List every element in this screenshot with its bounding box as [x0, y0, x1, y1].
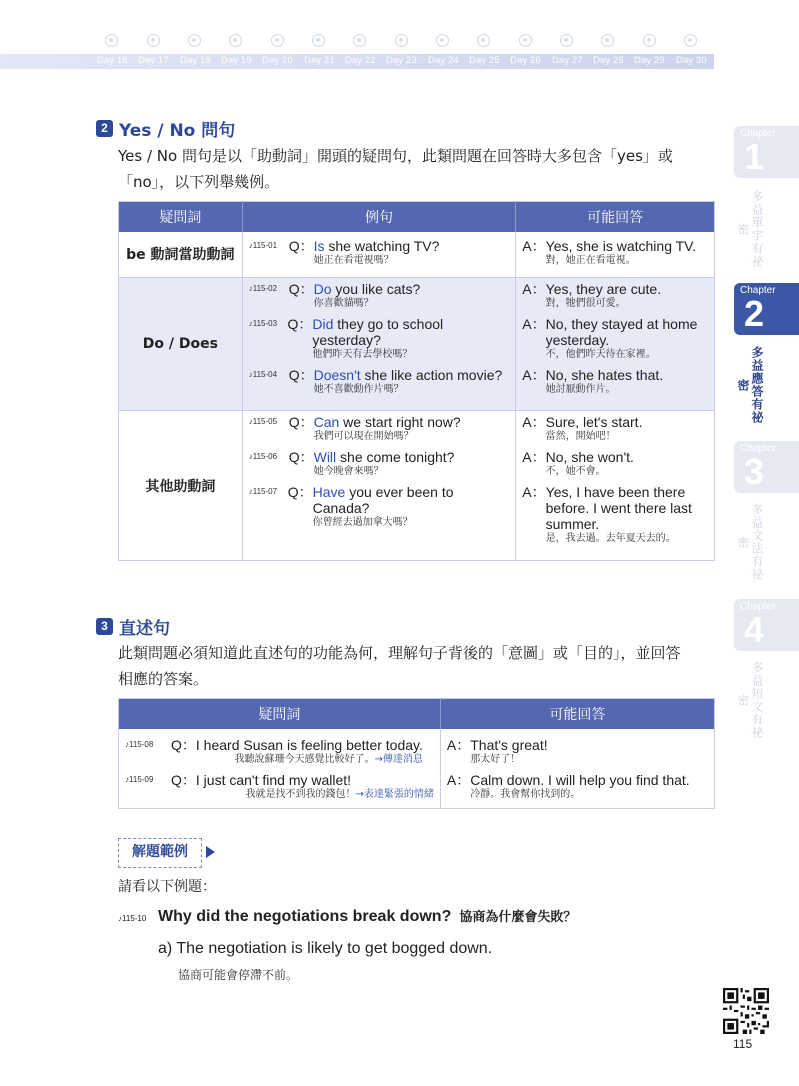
a-mark: A：: [522, 237, 546, 254]
answer-text: That's great!: [470, 736, 548, 753]
section-badge: 3: [96, 618, 113, 635]
day-dot-icon: [519, 34, 532, 47]
answer-translation: 那太好了！: [470, 753, 521, 765]
answer-item: A： That's great! 那太好了！: [446, 736, 548, 765]
answer-translation: 不，她不會。: [545, 466, 606, 477]
audio-track: ♪115-07: [248, 487, 278, 496]
day-dot-icon: [560, 34, 573, 47]
chapter-number: 1: [744, 136, 765, 177]
page-number: 115: [733, 1037, 753, 1051]
col-header: 疑問詞: [119, 699, 441, 729]
chapter-number: 4: [744, 609, 765, 650]
col-header: 可能回答: [440, 699, 714, 729]
answer-translation: 她討厭動作片。: [545, 384, 616, 395]
aux-verb: Can: [313, 414, 340, 430]
day-dot-icon: [147, 34, 160, 47]
answer-text: No, she hates that.: [545, 367, 664, 383]
aux-verb: Do: [313, 281, 332, 297]
day-label: Day 28: [593, 55, 624, 66]
audio-track: ♪115-02: [248, 284, 278, 293]
aux-verb: Doesn't: [313, 367, 361, 383]
day-dot-icon: [477, 34, 490, 47]
intro-line: 「no」，以下列舉幾例。: [118, 173, 280, 191]
table-row: [119, 729, 715, 809]
answer-text: Sure, let's start.: [545, 414, 643, 430]
question-item: ♪115-03 Q： Did they go to school yesterday? 他們昨天有去學校嗎？: [249, 316, 510, 361]
day-dot-icon: [229, 34, 242, 47]
day-progress-strip: [0, 32, 714, 74]
question-text: she like action movie?: [360, 367, 503, 383]
day-label: Day 30: [676, 55, 707, 66]
question-text: you ever been to Canada?: [312, 484, 454, 516]
answer-cell: [516, 278, 715, 411]
question-text: she watching TV?: [324, 237, 440, 254]
table-row: [119, 411, 715, 561]
question-item: ♪115-05 Q： Can we start right now? 我們可以現在開始嗎？: [248, 414, 461, 442]
intro-line: 此類問題必須知道此直述句的功能為何，理解句子背後的「意圖」或「目的」，並回答: [118, 644, 681, 662]
option-a: a) The negotiation is likely to get bogged down.: [158, 940, 493, 957]
statement-text: I heard Susan is feeling better today.: [195, 736, 423, 753]
answer-cell: [516, 411, 715, 561]
question-text: you like cats?: [331, 281, 421, 297]
answer-item: A： Sure, let's start. 當然，開始吧！: [522, 414, 643, 442]
table-header-row: [119, 202, 715, 232]
aux-verb: Will: [313, 449, 337, 465]
chapter-tab-1[interactable]: [734, 126, 799, 178]
question-text: they go to school yesterday?: [312, 316, 444, 348]
day-label: Day 27: [552, 55, 583, 66]
question-translation: 他們昨天有去學校嗎？: [312, 349, 413, 360]
chapter-title-1: 多益單字有祕密: [736, 190, 764, 268]
table-header-row: [119, 699, 715, 729]
day-label: Day 22: [345, 55, 376, 66]
answer-cell: [440, 729, 714, 809]
answer-text: No, she won't.: [545, 449, 634, 465]
audio-track: ♪115-01: [248, 240, 278, 250]
day-dot-icon: [436, 34, 449, 47]
question-cell: [242, 411, 516, 561]
audio-track: ♪115-09: [125, 774, 154, 784]
statement-table: [118, 698, 715, 809]
question-translation: 她正在看電視嗎？: [313, 254, 394, 266]
aux-verb: Have: [312, 484, 346, 500]
answer-item: A： No, she won't. 不，她不會。: [522, 449, 634, 477]
chapter-title-4: 多益短文有祕密: [736, 661, 764, 739]
chapter-label: Chapter: [740, 285, 776, 296]
answer-translation: 當然，開始吧！: [545, 431, 616, 442]
aux-verb: Did: [312, 316, 334, 332]
day-label: Day 16: [97, 55, 128, 66]
answer-item: A： No, they stayed at home yesterday. 不，他們昨天待在家裡。: [522, 316, 708, 361]
audio-track: ♪115-05: [248, 417, 278, 426]
section-2-intro: [118, 143, 718, 195]
col-header: 可能回答: [516, 202, 715, 232]
answer-item: A： No, she hates that. 她討厭動作片。: [522, 367, 664, 395]
question-text: she come tonight?: [336, 449, 455, 465]
question-cell: [242, 278, 516, 411]
statement-item: ♪115-09 Q： I just can't find my wallet! 我就是找不到我的錢包！→表達緊張的情緒: [125, 771, 434, 800]
section-title: Yes / No 問句: [119, 121, 236, 141]
question-translation: 她不喜歡動作片嗎？: [313, 384, 404, 395]
answer-text: Calm down. I will help you find that.: [470, 771, 690, 788]
day-label: Day 24: [428, 55, 459, 66]
question-translation: 你喜歡貓嗎？: [313, 298, 374, 309]
group-label: be 動詞當助動詞: [119, 232, 243, 278]
day-label: Day 19: [221, 55, 252, 66]
day-dot-icon: [353, 34, 366, 47]
answer-text: Yes, she is watching TV.: [545, 237, 697, 254]
answer-item: A： Yes, they are cute. 對，牠們很可愛。: [522, 281, 662, 309]
option-a-translation: 協商可能會停滯不前。: [178, 968, 299, 982]
table-row: [119, 232, 715, 278]
day-label: Day 21: [304, 55, 335, 66]
day-label: Day 18: [180, 55, 211, 66]
question-translation: 我們可以現在開始嗎？: [313, 431, 414, 442]
example-prompt: 請看以下例題：: [118, 879, 216, 895]
day-label: Day 29: [634, 55, 665, 66]
question-text: we start right now?: [339, 414, 461, 430]
chapter-tab-2[interactable]: [734, 283, 799, 335]
chapter-label: Chapter: [740, 601, 776, 612]
day-dot-icon: [188, 34, 201, 47]
day-label: Day 26: [510, 55, 541, 66]
group-label: Do / Does: [119, 278, 243, 411]
day-dot-icon: [643, 34, 656, 47]
question-item: ♪115-06 Q： Will she come tonight? 她今晚會來嗎？: [248, 449, 455, 477]
audio-track: ♪115-03: [248, 319, 278, 328]
day-label: Day 17: [138, 55, 169, 66]
question-translation: 你曾經去過加拿大嗎？: [312, 517, 413, 528]
day-dot-icon: [312, 34, 325, 47]
statement-note: →傳達消息: [374, 753, 423, 765]
chapter-number: 3: [744, 451, 765, 492]
qr-code-icon: [723, 988, 769, 1034]
intro-line: 相應的答案。: [118, 670, 209, 688]
question-item: [249, 235, 510, 267]
audio-track: ♪115-04: [248, 370, 278, 379]
question-translation: 她今晚會來嗎？: [313, 466, 384, 477]
intro-line: Yes / No 問句是以「助動詞」開頭的疑問句，此類問題在回答時大多包含「yes」或: [118, 147, 673, 165]
question-item: ♪115-07 Q： Have you ever been to Canada? 你曾經去過加拿大嗎？: [249, 484, 510, 529]
day-dot-icon: [684, 34, 697, 47]
day-dot-icon: [601, 34, 614, 47]
answer-item: A： Calm down. I will help you find that. 冷靜。我會幫你找到的。: [446, 771, 690, 800]
answer-translation: 對，牠們很可愛。: [545, 298, 626, 309]
answer-translation: 是，我去過。去年夏天去的。: [545, 533, 676, 544]
statement-item: ♪115-08 Q： I heard Susan is feeling better today. 我聽說蘇珊今天感覺比較好了。→傳達消息: [125, 736, 423, 765]
answer-item: [522, 235, 708, 267]
statement-text: I just can't find my wallet!: [195, 771, 352, 788]
chapter-tab-4[interactable]: [734, 599, 799, 651]
chapter-label: Chapter: [740, 128, 776, 139]
yes-no-table: [118, 201, 715, 561]
audio-track: ♪115-08: [125, 739, 154, 749]
day-label: Day 23: [386, 55, 417, 66]
day-dot-icon: [271, 34, 284, 47]
triangle-right-icon: [206, 846, 215, 858]
section-title: 直述句: [119, 619, 170, 639]
day-dots: [95, 32, 715, 50]
question-cell: [242, 232, 516, 278]
answer-text: No, they stayed at home yesterday.: [545, 316, 698, 348]
col-header: 疑問詞: [119, 202, 243, 232]
day-dot-icon: [105, 34, 118, 47]
answer-translation: 冷靜。我會幫你找到的。: [470, 788, 581, 800]
question-english: Why did the negotiations break down?: [158, 908, 452, 925]
chapter-number: 2: [744, 293, 765, 334]
day-label: Day 25: [469, 55, 500, 66]
statement-cell: [119, 729, 441, 809]
statement-translation: 我就是找不到我的錢包！: [245, 788, 356, 800]
statement-translation: 我聽說蘇珊今天感覺比較好了。: [234, 753, 375, 765]
audio-track: ♪115-10: [118, 914, 147, 923]
question-item: ♪115-02 Q： Do you like cats? 你喜歡貓嗎？: [248, 281, 421, 309]
example-question: [118, 906, 576, 926]
table-row: [119, 278, 715, 411]
group-label: 其他助動詞: [119, 411, 243, 561]
chapter-title-2: 多益應答有祕密: [736, 346, 764, 424]
answer-text: Yes, they are cute.: [545, 281, 662, 297]
question-chinese: 協商為什麼會失敗？: [459, 910, 577, 925]
statement-note: →表達緊張的情緒: [355, 788, 434, 800]
day-dot-icon: [395, 34, 408, 47]
answer-text: Yes, I have been there before. I went there last summer.: [545, 484, 692, 532]
answer-cell: [516, 232, 715, 278]
section-2-heading: [96, 116, 235, 141]
chapter-label: Chapter: [740, 443, 776, 454]
answer-translation: 對，她正在看電視。: [545, 254, 636, 266]
question-item: ♪115-04 Q： Doesn't she like action movie? 她不喜歡動作片嗎？: [248, 367, 503, 395]
example-label-box: 解題範例: [118, 838, 202, 868]
answer-item: A： Yes, I have been there before. I went there last summer. 是，我去過。去年夏天去的。: [522, 484, 708, 545]
section-badge: 2: [96, 120, 113, 137]
col-header: 例句: [242, 202, 516, 232]
q-mark: Q：: [288, 237, 314, 254]
audio-track: ♪115-06: [248, 452, 278, 461]
chapter-title-3: 多益文法有祕密: [736, 503, 764, 581]
section-3-intro: [118, 640, 718, 692]
aux-verb: Is: [313, 237, 325, 254]
chapter-tab-3[interactable]: [734, 441, 799, 493]
section-3-heading: [96, 614, 170, 639]
day-label: Day 20: [262, 55, 293, 66]
answer-translation: 不，他們昨天待在家裡。: [545, 349, 656, 360]
